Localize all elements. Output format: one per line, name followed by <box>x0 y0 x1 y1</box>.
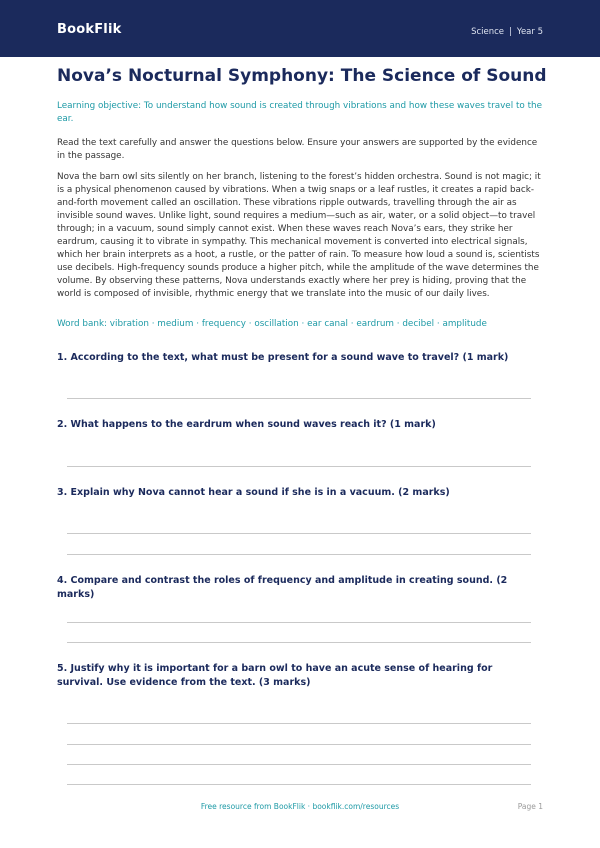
answer-line[interactable] <box>67 642 531 643</box>
subject-label: Science <box>471 27 505 37</box>
answer-line[interactable] <box>67 622 531 623</box>
answer-line[interactable] <box>67 533 531 534</box>
answer-line[interactable] <box>67 764 531 765</box>
subject-year-label <box>471 27 543 37</box>
word-bank: Word bank: vibration · medium · frequency · oscillation · ear canal · eardrum · decibel · amplitude <box>57 319 487 329</box>
answer-line[interactable] <box>67 784 531 785</box>
question-1: 1. According to the text, what must be present for a sound wave to travel? (1 mark) <box>57 352 509 363</box>
question-4: 4. Compare and contrast the roles of frequency and amplitude in creating sound. (2 marks) <box>57 575 508 600</box>
answer-line[interactable] <box>67 744 531 745</box>
question-5: 5. Justify why it is important for a barn owl to have an acute sense of hearing for survival. Use evidence from the text. (3 marks) <box>57 663 493 688</box>
answer-line[interactable] <box>67 723 531 724</box>
instructions-text: Read the text carefully and answer the questions below. Ensure your answers are supported by the evidence in the passage. <box>57 138 538 161</box>
answer-line[interactable] <box>67 398 531 399</box>
header-separator: | <box>509 27 512 37</box>
page-number: Page 1 <box>517 802 543 811</box>
reading-passage: Nova the barn owl sits silently on her branch, listening to the forest’s hidden orchestra. Sound is not magic; it is a physical phenomenon caused by vibrations. When a twig snaps or a leaf rustles, it creates a rapid back-and-forth movement called an oscillation. These vibrations ripple outwards, travelling through the air as invisible sound waves. Unlike light, sound requires a medium—such as air, water, or a solid object—to travel through; in a vacuum, sound simply cannot exist. When these waves reach Nova’s ears, they strike her eardrum, causing it to vibrate in sympathy. This mechanical movement is converted into electrical signals, which her brain interprets as a hoot, a rustle, or the patter of rain. To measure how loud a sound is, scientists use decibels. High-frequency sounds produce a higher pitch, while the amplitude of the wave determines the volume. By observing these patterns, Nova understands exactly where her prey is hiding, proving that the world is composed of invisible, rhythmic energy that we translate into the music of our daily lives. <box>57 172 541 299</box>
year-label: Year 5 <box>516 27 543 37</box>
learning-objective: Learning objective: To understand how sound is created through vibrations and how these waves travel to the ear. <box>57 101 543 124</box>
page-title: Nova’s Nocturnal Symphony: The Science of Sound <box>57 66 547 86</box>
question-3: 3. Explain why Nova cannot hear a sound if she is in a vacuum. (2 marks) <box>57 487 450 498</box>
answer-line[interactable] <box>67 554 531 555</box>
question-2: 2. What happens to the eardrum when sound waves reach it? (1 mark) <box>57 419 436 430</box>
brand-logo[interactable]: BookFlik <box>57 22 122 37</box>
answer-line[interactable] <box>67 466 531 467</box>
footer-link[interactable]: Free resource from BookFlik · bookflik.com/resources <box>200 802 400 811</box>
header-bar <box>0 0 600 57</box>
